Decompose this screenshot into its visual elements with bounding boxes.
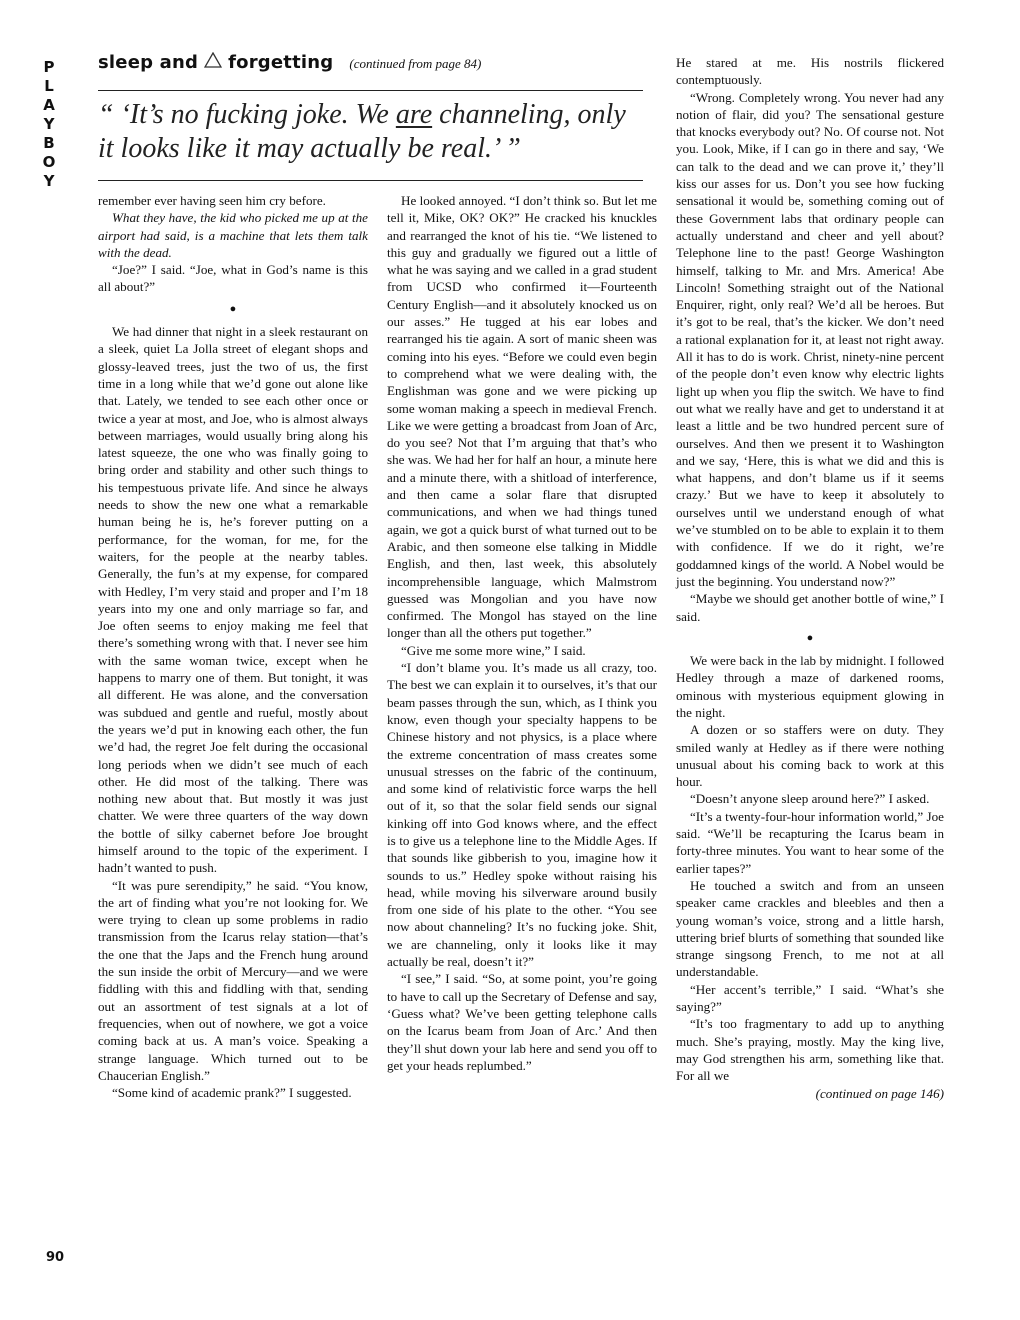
logo-letter: O [42, 153, 56, 171]
continued-on-note: (continued on page 146) [815, 1085, 944, 1101]
paragraph: He touched a switch and from an unseen speaker came crackles and bleebles and then a young woman’s voice, strong and a little harsh, uttering brief blurts of something that sounded like strange singsong French, to me not at all understandable. [676, 877, 944, 980]
header-title-part1: sleep and [98, 52, 199, 73]
article-header [98, 52, 646, 76]
paragraph: “It’s too fragmentary to add up to anything much. She’s praying, mostly. May the king live, may God strengthen his arm, something like that. For all we [676, 1016, 944, 1084]
paragraph: “Wrong. Completely wrong. You never had any notion of flair, did you? The sensational gesture that knocks everybody out? No. Of course not. Not you. Look, Mike, if I can go in there and say, ‘We can talk to the dead and we can prove it,’ they’ll kiss our asses for us. Don’t you see how fucking sensational it would be, something coming out of these Government labs that ordinary people can actually understand and cheer and yell about? Telephone line to the past! George Washington himself, talking to Mr. and Mrs. America! Abe Lincoln! Something straight out of the National Enquirer, right, only real? We’d all be heroes. But it’s got to be real, that’s the kicker. We don’t need a rational explanation for it, at least not right away. All it has to do is work. Christ, ninety-nine percent of the people don’t even know why electric lights light up when you flip the switch. We have to find out what we really have and get to understand it at least a little and be two hundred percent sure of ourselves. And then we present it to Washington and we say, ‘Here, this is what we did and this is what happens, and don’t blame us if it seems crazy.’ But we have to keep it absolutely to ourselves until we understand enough of what we’ve stumbled on to be able to explain it to them with confidence. If we do it right, we’re goddamned kings of the world. A Nobel would be just the beginning. You understand now?” [676, 89, 944, 589]
paragraph: He stared at me. His nostrils flickered contemptuously. [676, 55, 944, 88]
section-bullet: ● [229, 302, 237, 315]
paragraph: “Give me some more wine,” I said. [401, 642, 586, 658]
page-number: 90 [46, 1250, 65, 1265]
column-2 [387, 192, 657, 1074]
paragraph: We had dinner that night in a sleek restaurant on a sleek, quiet La Jolla street of elegant shops and glossy-leaved trees, just the two of us, the first time in a long while that we’d gone out alone like that. Lately, we tended to see each other once or twice a year at most, and Joe, who is almost always between marriages, would usually bring along his latest squeeze, the one who was finally going to bring order and stability and other such things to his tempestuous private life. And since he always needs to show the new one what a remarkable human being he is, he’s forever putting on a performance, for the woman, for me, for the waiters, for the people at the nearby tables. Generally, the fun’s at my expense, for compared with Hedley, I’m very staid and proper and I’m 18 years into my one and only marriage so far, and Joe often seems to enjoy making me feel that there’s something wrong with that. I never see him with the same woman twice, except when he happens to marry one of them. But tonight, it was all different. He was alone, and the conversation was subdued and gentle and rueful, mostly about the years we’d put in knowing each other, the fun we’d had, the regret Joe felt during the occasional long periods when we didn’t see much of each other. He did most of the talking. There was nothing new about that. But mostly it was just chatter. We were three quarters of the way down the bottle of silky cabernet before Joe brought himself around to the topic of the experiment. I hadn’t wanted to push. [98, 324, 368, 876]
paragraph: “Maybe we should get another bottle of wine,” I said. [676, 591, 944, 624]
paragraph: remember ever having seen him cry before. [98, 193, 326, 208]
logo-letter: P [43, 58, 55, 76]
pull-quote-emphasis: are [395, 99, 433, 130]
paragraph: We were back in the lab by midnight. I followed Hedley through a maze of darkened rooms, ominous with mysterious equipment glowing in the night. [676, 653, 944, 720]
paragraph: “It’s a twenty-four-hour information world,” Joe said. “We’ll be recapturing the Icarus beam in forty-three minutes. You want to hear some of the earlier tapes?” [676, 808, 944, 876]
paragraph: “I see,” I said. “So, at some point, you’re going to have to call up the Secretary of Defense and say, ‘Guess what? We’ve been getting telephone calls on the Icarus beam from Joan of Arc.’ And then they’ll shut down your lab here and send you off to get your heads replumbed.” [387, 971, 657, 1073]
pull-quote [98, 98, 643, 166]
header-title-part2: forgetting [228, 52, 334, 73]
paragraph: A dozen or so staffers were on duty. They smiled wanly at Hedley as if there were nothing unusual about his coming back to work at this hour. [676, 722, 944, 790]
section-bullet: ● [806, 631, 814, 644]
logo-letter: Y [43, 115, 55, 133]
logo-letter: Y [43, 172, 55, 190]
paragraph: “Joe?” I said. “Joe, what in God’s name is this all about?” [98, 262, 368, 295]
logo-letter: A [43, 96, 55, 114]
paragraph: He looked annoyed. “I don’t think so. But let me tell it, Mike, OK? OK?” He cracked his knuckles and rearranged the knot of his tie. “We listened to this guy and gradually we figured out a little of what he was saying and we called in a grad student from UCSD who confirmed it—Fourteenth Century English—and it absolutely knocked us on our asses.” He tugged at his ear lobes and rearranged his tie again. A sort of manic sheen was coming into his eyes. “Before we could even begin to comprehend what we were dealing with, the Englishman was gone and we were picking up some woman making a speech in medieval French. Like we were getting a broadcast from Joan of Arc, do you see? Not that I’m arguing that that’s who she was. We had her for half an hour, a minute here and a minute there, with a shitload of interference, and then came a solar flare that disrupted communications, and when we had things tuned again, we got a quick burst of what turned out to be Arabic, and then someone else talking in Middle English, and then, last week, this absolutely incomprehensible language, which Malmstrom guessed was Mongolian and you have now confirmed. The Mongol has stayed on the line longer than all the others put together.” [387, 193, 657, 641]
logo-letter: B [43, 134, 55, 152]
divider-top [98, 90, 643, 91]
column-3 [676, 54, 944, 1102]
magazine-vertical-logo [38, 58, 60, 191]
triangle-icon [204, 52, 222, 68]
pull-quote-text: “ ‘It’s no fucking joke. We [98, 99, 396, 130]
paragraph: “It was pure serendipity,” he said. “You know, the art of finding what you’re not looking for. We were trying to clean up some problems in radio transmission from the Icarus relay station—that’s the one that the Japs and the French hung around the sun inside the orbit of Mercury—and we were fiddling with this and fiddling with that, sending out an assortment of test signals at a lot of frequencies, when out of nowhere, we got a voice coming back at us. A man’s voice. Speaking a strange language. Which turned out to be Chaucerian English.” [98, 877, 368, 1083]
pull-quote-text: channeling, only it looks like it may actually be real.’ ” [98, 99, 626, 164]
paragraph: “Doesn’t anyone sleep around here?” I asked. [690, 791, 930, 807]
column-1 [98, 192, 368, 1101]
paragraph: “Her accent’s terrible,” I said. “What’s she saying?” [676, 981, 944, 1015]
paragraph: “Some kind of academic prank?” I suggested. [112, 1085, 352, 1101]
continued-from-note: (continued from page 84) [349, 56, 482, 71]
paragraph: “I don’t blame you. It’s made us all crazy, too. The best we can explain it to ourselves, it’s that our beam passes through the sun, which, as I think you know, even though your specialty happens to be Chinese history and not physics, is a place where the extreme concentration of mass creates some unusual stresses on the fabric of the continuum, and some kind of relativistic force warps the hell out of it, so that the solar field sends our signal kinking off into God knows where, and the effect is to give us a telephone line to the Middle Ages. If that sounds like gibberish to you, imagine how it sounds to us.” Hedley spoke without raising his head, while moving his silverware around busily from one side of his plate to the other. “You see now about channeling? It’s no fucking joke. Shit, we are channeling, only it looks like it may actually be real, doesn’t it?” [387, 660, 657, 970]
paragraph: What they have, the kid who picked me up at the airport had said, is a machine that lets them talk with the dead. [98, 210, 368, 260]
logo-letter: L [44, 77, 54, 95]
divider-bottom [98, 180, 643, 181]
